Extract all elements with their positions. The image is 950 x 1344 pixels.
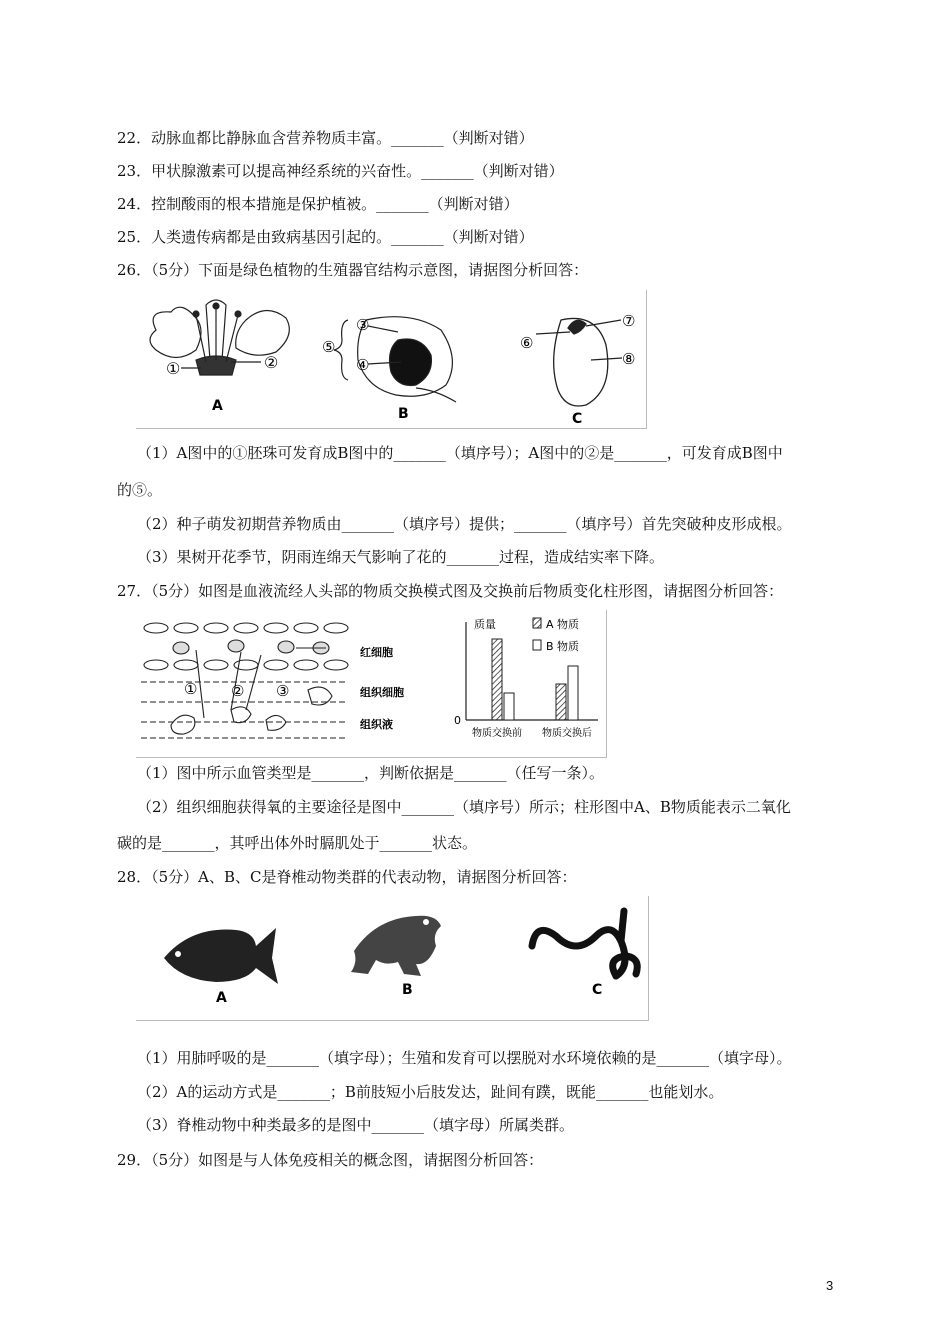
question-27-part2a: （2）组织细胞获得氧的主要途径是图中_______（填序号）所示；柱形图中A、B物质能表示二氧化 (137, 798, 791, 816)
label-8: ⑧ (622, 350, 636, 368)
legend-a-swatch (533, 618, 541, 628)
capillary-diagram (141, 623, 348, 738)
origin-label: 0 (454, 714, 461, 727)
bar-b-after (568, 666, 578, 720)
question-25: 25．人类遗传病都是由致病基因引起的。_______（判断对错） (117, 228, 534, 246)
question-28-part1: （1）用肺呼吸的是_______（填字母）；生殖和发育可以摆脱对水环境依赖的是_______（填字母）。 (137, 1049, 792, 1067)
snake-image (532, 911, 637, 976)
label-2: ② (264, 353, 279, 372)
question-27: 27．（5分）如图是血液流经人头部的物质交换模式图及交换前后物质变化柱形图，请据图分析回答： (117, 582, 784, 600)
question-26-part2: （2）种子萌发初期营养物质由_______（填序号）提供；_______（填序号）首先突破种皮形成根。 (137, 515, 792, 533)
caption-C: C (572, 411, 583, 427)
label-3: ③ (276, 682, 290, 700)
question-28-part3: （3）脊椎动物中种类最多的是图中_______（填字母）所属类群。 (137, 1116, 575, 1134)
question-26: 26．（5分）下面是绿色植物的生殖器官结构示意图，请据图分析回答： (117, 261, 589, 279)
label-3: ③ (356, 316, 370, 334)
caption-A: A (216, 990, 227, 1006)
caption-A: A (212, 398, 223, 414)
bar-chart (454, 617, 598, 739)
label-red-cell: 红细胞 (360, 646, 393, 659)
label-2: ② (231, 682, 245, 700)
label-1: ① (184, 680, 198, 698)
question-26-part3: （3）果树开花季节，阴雨连绵天气影响了花的_______过程，造成结实率下降。 (137, 548, 665, 566)
label-7: ⑦ (622, 312, 636, 330)
question-22: 22．动脉血都比静脉血含营养物质丰富。_______（判断对错） (117, 129, 534, 147)
figure-blood-exchange (136, 610, 607, 758)
legend-b: B 物质 (546, 640, 580, 653)
figure-plant-reproductive-organs (136, 290, 647, 429)
caption-B: B (402, 982, 413, 998)
caption-C: C (592, 982, 603, 998)
question-26-part1a: （1）A图中的①胚珠可发育成B图中的_______（填序号）；A图中的②是_______，可发育成B图中 (137, 444, 783, 462)
y-axis-label: 质量 (474, 618, 496, 631)
seed-diagram (536, 318, 622, 406)
figure-vertebrates (136, 896, 649, 1021)
question-24: 24．控制酸雨的根本措施是保护植被。_______（判断对错） (117, 195, 519, 213)
label-6: ⑥ (520, 334, 534, 352)
x-tick-after: 物质交换后 (542, 728, 592, 739)
legend-a: A 物质 (546, 618, 580, 631)
fish-image (164, 928, 278, 984)
caption-B: B (398, 406, 409, 422)
question-23: 23．甲状腺激素可以提高神经系统的兴奋性。_______（判断对错） (117, 162, 564, 180)
label-4: ④ (356, 356, 370, 374)
label-5: ⑤ (322, 338, 336, 356)
question-26-part1b: 的⑤。 (117, 481, 163, 499)
fruit-diagram (334, 317, 456, 402)
question-27-part2b: 碳的是_______，其呼出体外时膈肌处于_______状态。 (117, 834, 478, 852)
frog-image (351, 916, 441, 976)
legend-b-swatch (533, 640, 541, 650)
question-29: 29．（5分）如图是与人体免疫相关的概念图，请据图分析回答： (117, 1151, 544, 1169)
bar-a-before (492, 639, 502, 720)
page-number: 3 (826, 1278, 834, 1293)
x-tick-before: 物质交换前 (472, 728, 522, 739)
label-1: ① (166, 359, 181, 378)
question-27-part1: （1）图中所示血管类型是_______，判断依据是_______（任写一条）。 (137, 764, 605, 782)
label-tissue-fluid: 组织液 (360, 718, 393, 731)
bar-b-before (504, 693, 514, 720)
bar-a-after (556, 684, 566, 720)
question-28: 28．（5分）A、B、C是脊椎动物类群的代表动物，请据图分析回答： (117, 868, 577, 886)
question-28-part2: （2）A的运动方式是_______；B前肢短小后肢发达，趾间有蹼，既能_______也能划水。 (137, 1083, 724, 1101)
label-tissue-cell: 组织细胞 (360, 686, 404, 699)
